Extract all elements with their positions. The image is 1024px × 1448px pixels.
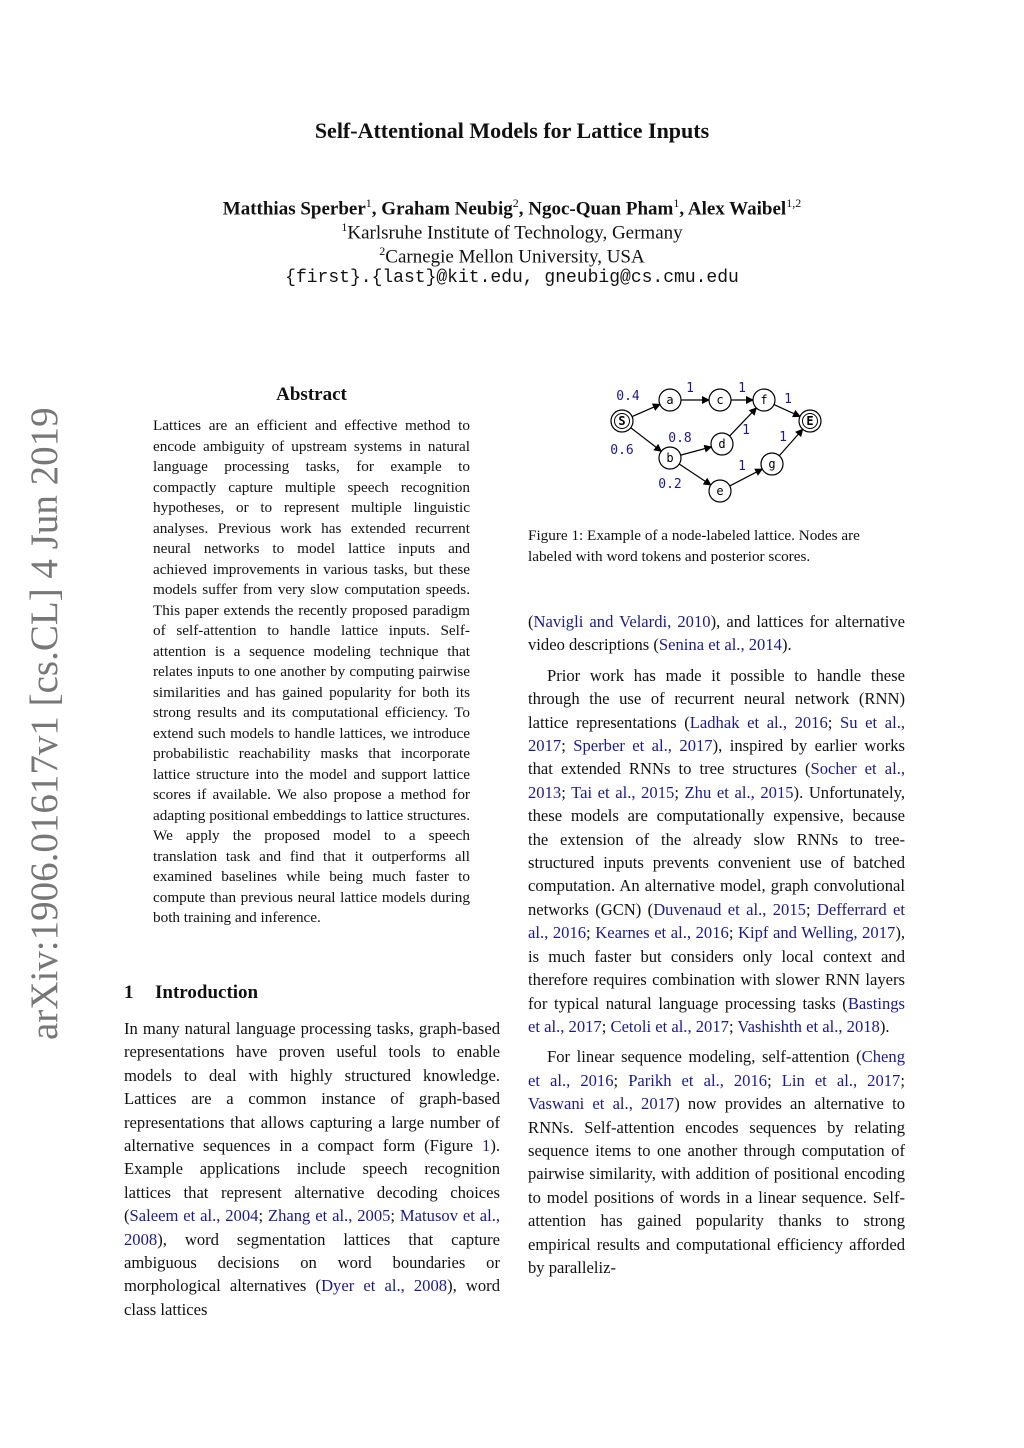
citation-link[interactable]: Bastings et al., 2017: [528, 993, 905, 1036]
section-number: 1: [124, 982, 134, 1003]
lattice-node-label: c: [716, 393, 724, 407]
lattice-node-b: [659, 447, 681, 469]
citation-link[interactable]: Matusov et al., 2008: [124, 1206, 501, 1249]
lattice-node-label: e: [716, 484, 724, 498]
citation-link[interactable]: Cheng et al., 2016: [528, 1047, 905, 1090]
text-run: ) now provides an alternative to RNNs. Self-attention encodes sequences by relating sequence items to one another through computation of pairwise similarity, with addition of positional encoding to model positions of words in a linear sequence. Self-attention has gained popularity thanks to strong empirical results and computational efficiency afforded by paralleliz-: [528, 1094, 905, 1277]
lattice-node-label: d: [718, 437, 726, 451]
text-run: For linear sequence modeling, self-attention (: [547, 1047, 862, 1067]
affiliation-2: [0, 244, 1024, 268]
figure-caption: Figure 1: Example of a node-labeled lattice. Nodes are labeled with word tokens and posterior scores.: [528, 527, 860, 565]
affiliation-1: [0, 220, 1024, 244]
lattice-node-label: f: [760, 393, 768, 407]
lattice-edge-weight: 1: [738, 459, 746, 474]
paper-title: Self-Attentional Models for Lattice Inputs: [314, 118, 710, 143]
text-run: ;: [728, 1016, 738, 1036]
text-run: ), word class lattices: [124, 1276, 500, 1319]
text-run: ;: [601, 1016, 611, 1036]
lattice-edge-b-e: [679, 464, 711, 485]
lattice-edge-b-d: [681, 447, 712, 455]
text-run: ), word segmentation lattices that capture ambiguous decisions on word boundaries or morphological alternatives (: [124, 1229, 500, 1296]
lattice-edge-weight: 1: [779, 430, 787, 445]
author-affil-mark: 2: [512, 196, 519, 210]
citation-link[interactable]: Su et al., 2017: [528, 712, 905, 756]
text-run: ;: [258, 1206, 268, 1226]
paragraph: [528, 610, 905, 657]
lattice-figure: [600, 378, 830, 508]
abstract-heading: Abstract: [276, 384, 347, 405]
author-name: Matthias Sperber: [222, 198, 366, 220]
lattice-node-label: a: [666, 393, 674, 407]
citation-link[interactable]: Lin et al., 2017: [781, 1070, 901, 1090]
lattice-edge-weight: 0.8: [668, 431, 692, 446]
intro-column-left: [124, 1017, 500, 1321]
text-run: ).: [781, 635, 792, 655]
author-name: Graham Neubig: [381, 198, 513, 220]
citation-link[interactable]: Zhu et al., 2015: [684, 782, 794, 802]
lattice-edge-e-g: [730, 469, 762, 486]
lattice-edge-weight: 0.4: [616, 389, 640, 404]
text-run: ;: [586, 923, 596, 943]
text-run: ). Example applications include speech recognition lattices that represent alternative decoding choices (: [124, 1136, 500, 1226]
citation-link[interactable]: Kearnes et al., 2016: [595, 923, 729, 943]
citation-link[interactable]: Duvenaud et al., 2015: [653, 899, 806, 919]
lattice-edge-weight: 1: [686, 381, 694, 396]
author-name: Alex Waibel: [687, 198, 787, 220]
lattice-node-label: g: [768, 457, 776, 471]
text-run: In many natural language processing tasks, graph-based representations have proven useful tools to enable models to deal with highly structured knowledge. Lattices are a common instance of graph-based representations that allows capturing a large number of alternative sequences in a compact form (Figure: [124, 1019, 500, 1156]
citation-link[interactable]: Kipf and Welling, 2017: [738, 923, 896, 943]
citation-link[interactable]: 1: [482, 1136, 491, 1156]
text-run: ), inspired by earlier works that extended RNNs to tree structures (: [528, 736, 905, 779]
text-run: Prior work has made it possible to handle these through the use of recurrent neural network (RNN) lattice representations (: [528, 665, 905, 732]
abstract-body: Lattices are an efficient and effective method to encode ambiguity of upstream systems in natural language processing tasks, for example to compactly capture multiple speech recognition hypotheses, or to represent multiple linguistic analyses. Previous work has extended recurrent neural networks to model lattice inputs and achieved improvements in various tasks, but these models suffer from very slow computation speeds. This paper extends the recently proposed paradigm of self-attention to handle lattice inputs. Self-attention is a sequence modeling technique that relates inputs to one another by computing pairwise similarities and has gained popularity for both its strong results and its computational efficiency. To extend such models to handle lattices, we introduce probabilistic reachability masks that incorporate lattice structure into the model and support lattice scores if available. We also propose a method for adapting positional embeddings to lattice structures. We apply the proposed model to a speech translation task and find that it outperforms all examined baselines while being much faster to compute than previous neural lattice models during both training and inference.: [153, 417, 470, 926]
section-heading-introduction: [124, 982, 258, 1004]
citation-link[interactable]: Vashishth et al., 2018: [737, 1016, 880, 1036]
lattice-node-label: S: [618, 414, 626, 428]
paragraph: [528, 664, 905, 1039]
text-run: ;: [827, 712, 840, 732]
affiliation-mark: 1: [341, 220, 348, 234]
citation-link[interactable]: Socher et al., 2013: [528, 759, 905, 802]
author-affil-mark: 1: [673, 196, 680, 210]
paragraph: [124, 1017, 500, 1321]
intro-column-right: [528, 610, 905, 1286]
lattice-edge-S-b: [631, 428, 662, 452]
citation-link[interactable]: Tai et al., 2015: [571, 782, 675, 802]
text-run: ), is much faster but considers only local context and therefore requires combination with slower RNN layers for typical natural language processing tasks (: [528, 923, 905, 1013]
arxiv-identifier: arXiv:1906.01617v1 [cs.CL] 4 Jun 2019: [23, 407, 66, 1040]
section-title: Introduction: [155, 982, 259, 1003]
text-run: (: [528, 612, 534, 631]
author-affil-mark: 1,2: [786, 196, 802, 210]
lattice-node-E: [799, 410, 821, 432]
citation-link[interactable]: Sperber et al., 2017: [573, 736, 713, 756]
citation-link[interactable]: Cetoli et al., 2017: [610, 1016, 729, 1036]
lattice-edge-weight: 1: [784, 392, 792, 407]
lattice-node-c: [709, 389, 731, 411]
citation-link[interactable]: Navigli and Velardi, 2010: [533, 612, 711, 631]
citation-link[interactable]: Parikh et al., 2016: [628, 1070, 768, 1090]
lattice-node-label: b: [666, 451, 674, 465]
lattice-node-a: [659, 389, 681, 411]
author-name: Ngoc-Quan Pham: [528, 198, 674, 220]
lattice-edge-S-a: [632, 404, 660, 416]
lattice-node-label: E: [806, 414, 814, 428]
text-run: ).: [879, 1016, 890, 1036]
lattice-node-S: [611, 410, 633, 432]
citation-link[interactable]: Saleem et al., 2004: [129, 1206, 259, 1226]
text-run: ;: [728, 923, 739, 943]
citation-link[interactable]: Zhang et al., 2005: [267, 1206, 391, 1226]
affiliation-text: Karlsruhe Institute of Technology, Germany: [347, 222, 683, 244]
text-run: ;: [767, 1070, 782, 1090]
text-run: ;: [900, 1070, 905, 1090]
lattice-node-g: [761, 453, 783, 475]
lattice-node-d: [711, 433, 733, 455]
text-run: ;: [561, 782, 572, 802]
text-run: ;: [390, 1206, 400, 1226]
citation-link[interactable]: Ladhak et al., 2016: [689, 712, 828, 732]
lattice-node-f: [753, 389, 775, 411]
affiliation-mark: 2: [379, 244, 386, 258]
text-run: ;: [674, 782, 685, 802]
author-list: Matthias Sperber$^1$, Graham Neubig$^2$, Ngoc-Quan Pham$^1$, Alex Waibel$^{1,2}$: [222, 196, 802, 220]
citation-link[interactable]: Vaswani et al., 2017: [528, 1094, 675, 1114]
paragraph: [528, 1045, 905, 1279]
lattice-edge-weight: 1: [742, 423, 750, 438]
citation-link[interactable]: Dyer et al., 2008: [321, 1276, 448, 1296]
text-run: ). Unfortunately, these models are computationally expensive, because the extension of the already slow RNNs to tree-structured inputs prevents convenient use of batched computation. An alternative model, graph convolutional networks (GCN) (: [528, 782, 905, 919]
author-affil-mark: 1: [365, 196, 372, 210]
text-run: ), and lattices for alternative video descriptions (: [528, 612, 906, 655]
author-emails: {first}.{last}@kit.edu, gneubig@cs.cmu.edu: [285, 268, 739, 288]
citation-link[interactable]: Defferrard et al., 2016: [528, 899, 905, 943]
lattice-edge-weight: 1: [738, 381, 746, 396]
citation-link[interactable]: Senina et al., 2014: [658, 635, 782, 655]
text-run: ;: [613, 1070, 629, 1090]
text-run: ;: [561, 736, 574, 756]
lattice-edge-weight: 0.2: [658, 477, 682, 492]
affiliation-text: Carnegie Mellon University, USA: [385, 246, 645, 268]
text-run: ;: [805, 899, 817, 919]
lattice-edge-weight: 0.6: [610, 443, 634, 458]
lattice-node-e: [709, 480, 731, 502]
